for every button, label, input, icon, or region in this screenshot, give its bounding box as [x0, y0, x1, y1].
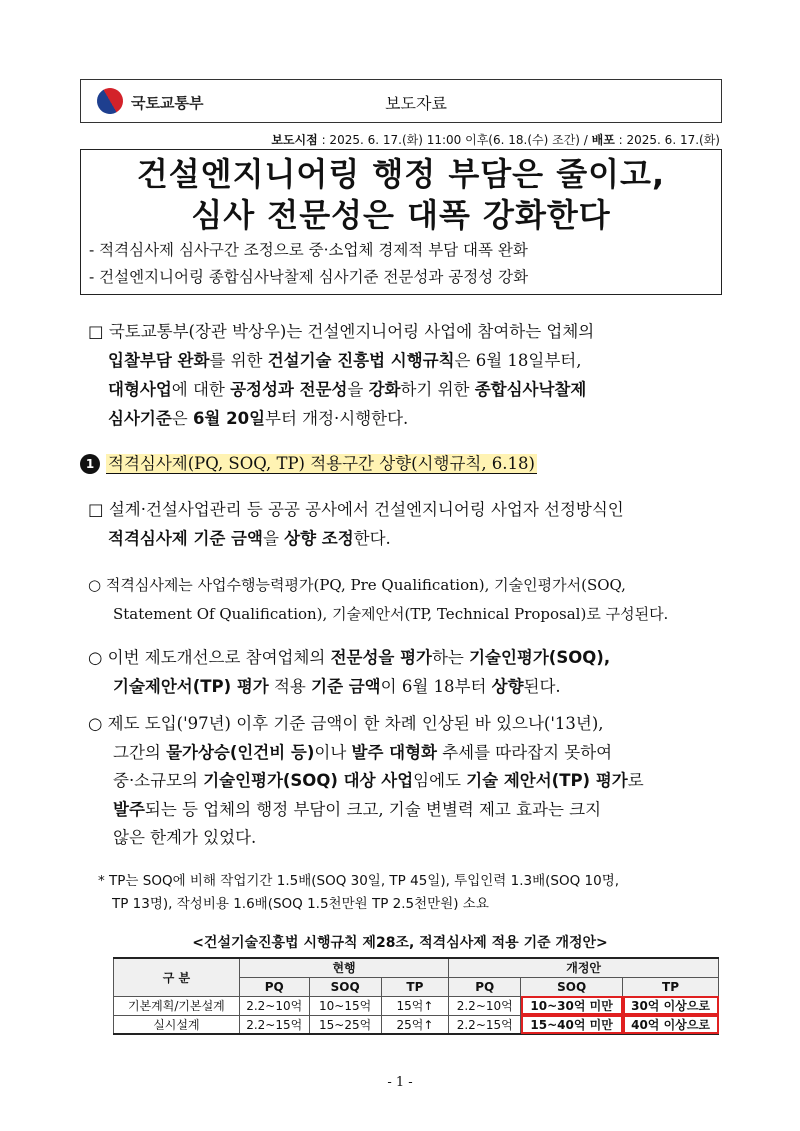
- table-cell: 15억↑: [381, 996, 449, 1015]
- bullet-1: [88, 571, 668, 629]
- subtitles: [89, 237, 528, 291]
- row-label: 실시설계: [114, 1015, 240, 1034]
- bullet-2-line-2: 기술제안서(TP) 평가 적용 기준 금액이 6월 18부터 상향된다.: [113, 677, 561, 696]
- intro-line-4: 심사기준은 6월 20일부터 개정·시행한다.: [108, 409, 409, 428]
- header-current: 현행: [239, 958, 449, 977]
- row-label: 기본계획/기본설계: [114, 996, 240, 1015]
- table-row: [114, 1015, 719, 1034]
- bullet-3-line-2: 그간의 물가상승(인건비 등)이나 발주 대형화 추세를 따라잡지 못하여: [113, 742, 613, 762]
- bullet-3-line-1: ○ 제도 도입('97년) 이후 기준 금액이 한 차례 인상된 바 있으나('13년),: [88, 714, 604, 733]
- paragraph-2: [88, 495, 624, 553]
- table-title: <건설기술진흥법 시행규칙 제28조, 적격심사제 적용 기준 개정안>: [192, 935, 608, 951]
- section-1-heading: [80, 450, 537, 474]
- table-cell-highlighted: 15~40억 미만: [521, 1015, 623, 1034]
- intro-line-1: □ 국토교통부(장관 박상우)는 건설엔지니어링 사업에 참여하는 업체의: [88, 322, 595, 341]
- table-header-row-1: [114, 958, 719, 977]
- page-number: - 1 -: [387, 1075, 413, 1090]
- header-category: 구 분: [114, 958, 240, 996]
- bullet-3-line-5: 않은 한계가 있었다.: [113, 828, 257, 847]
- header-revised: 개정안: [449, 958, 719, 977]
- col-header: SOQ: [521, 977, 623, 996]
- release-sep: /: [579, 133, 592, 147]
- table-cell: 2.2~10억: [449, 996, 521, 1015]
- subtitle-1: - 적격심사제 심사구간 조정으로 중·소업체 경제적 부담 대폭 완화: [89, 241, 528, 259]
- p2-line-1: □ 설계·건설사업관리 등 공공 공사에서 건설엔지니어링 사업자 선정방식인: [88, 500, 624, 519]
- dist-label: 배포: [591, 133, 615, 147]
- intro-line-3: 대형사업에 대한 공정성과 전문성을 강화하기 위한 종합심사낙찰제: [108, 380, 587, 399]
- intro-line-2: 입찰부담 완화를 위한 건설기술 진흥법 시행규칙은 6월 18일부터,: [108, 351, 582, 370]
- table-cell: 15~25억: [309, 1015, 381, 1034]
- header-box: [80, 79, 722, 123]
- table-cell: 2.2~15억: [449, 1015, 521, 1034]
- page-title: [81, 154, 721, 236]
- table-cell-highlighted: 40억 이상으로: [623, 1015, 719, 1034]
- bullet-1-line-1: ○ 적격심사제는 사업수행능력평가(PQ, Pre Qualification), 기술인평가서(SOQ,: [88, 576, 626, 594]
- p2-line-2: 적격심사제 기준 금액을 상향 조정한다.: [108, 529, 391, 548]
- bullet-2: [88, 643, 610, 701]
- col-header: PQ: [449, 977, 521, 996]
- title-line-1: 건설엔지니어링 행정 부담은 줄이고,: [136, 155, 666, 193]
- release-label: 보도시점: [271, 133, 318, 147]
- bullet-3-line-4: 발주되는 등 업체의 행정 부담이 크고, 기술 변별력 제고 효과는 크지: [113, 799, 602, 819]
- release-time: : 2025. 6. 17.(화) 11:00 이후(6. 18.(수) 조간): [321, 133, 580, 147]
- footnote-line-1: * TP는 SOQ에 비해 작업기간 1.5배(SOQ 30일, TP 45일), 투입인력 1.3배(SOQ 10명,: [98, 873, 620, 889]
- table-cell: 2.2~10억: [239, 996, 309, 1015]
- title-box: [80, 149, 722, 295]
- dist-date: : 2025. 6. 17.(화): [618, 133, 720, 147]
- col-header: PQ: [239, 977, 309, 996]
- doc-type: 보도자료: [385, 94, 447, 113]
- table-cell: 2.2~15억: [239, 1015, 309, 1034]
- criteria-table: [113, 957, 719, 1035]
- section-1-title: 적격심사제(PQ, SOQ, TP) 적용구간 상향(시행규칙, 6.18): [108, 454, 535, 473]
- table-row: [114, 996, 719, 1015]
- bullet-3: [88, 710, 644, 853]
- bullet-2-line-1: ○ 이번 제도개선으로 참여업체의 전문성을 평가하는 기술인평가(SOQ),: [88, 648, 611, 667]
- footnote-line-2: TP 13명), 작성비용 1.6배(SOQ 1.5천만원 TP 2.5천만원) 소요: [112, 896, 489, 912]
- footnote: [98, 870, 619, 916]
- table-cell-highlighted: 10~30억 미만: [521, 996, 623, 1015]
- table-cell: 25억↑: [381, 1015, 449, 1034]
- release-info: [271, 131, 720, 148]
- table-cell-highlighted: 30억 이상으로: [623, 996, 719, 1015]
- bullet-3-line-3: 중·소규모의 기술인평가(SOQ) 대상 사업임에도 기술 제안서(TP) 평가로: [113, 771, 644, 790]
- col-header: TP: [623, 977, 719, 996]
- ministry-name: 국토교통부: [131, 94, 204, 112]
- col-header: TP: [381, 977, 449, 996]
- title-line-2: 심사 전문성은 대폭 강화한다: [191, 196, 611, 234]
- section-number-badge: 1: [80, 454, 100, 474]
- table-cell: 10~15억: [309, 996, 381, 1015]
- subtitle-2: - 건설엔지니어링 종합심사낙찰제 심사기준 전문성과 공정성 강화: [89, 268, 529, 286]
- col-header: SOQ: [309, 977, 381, 996]
- intro-paragraph: [88, 317, 594, 433]
- bullet-1-line-2: Statement Of Qualification), 기술제안서(TP, Technical Proposal)로 구성된다.: [113, 605, 669, 623]
